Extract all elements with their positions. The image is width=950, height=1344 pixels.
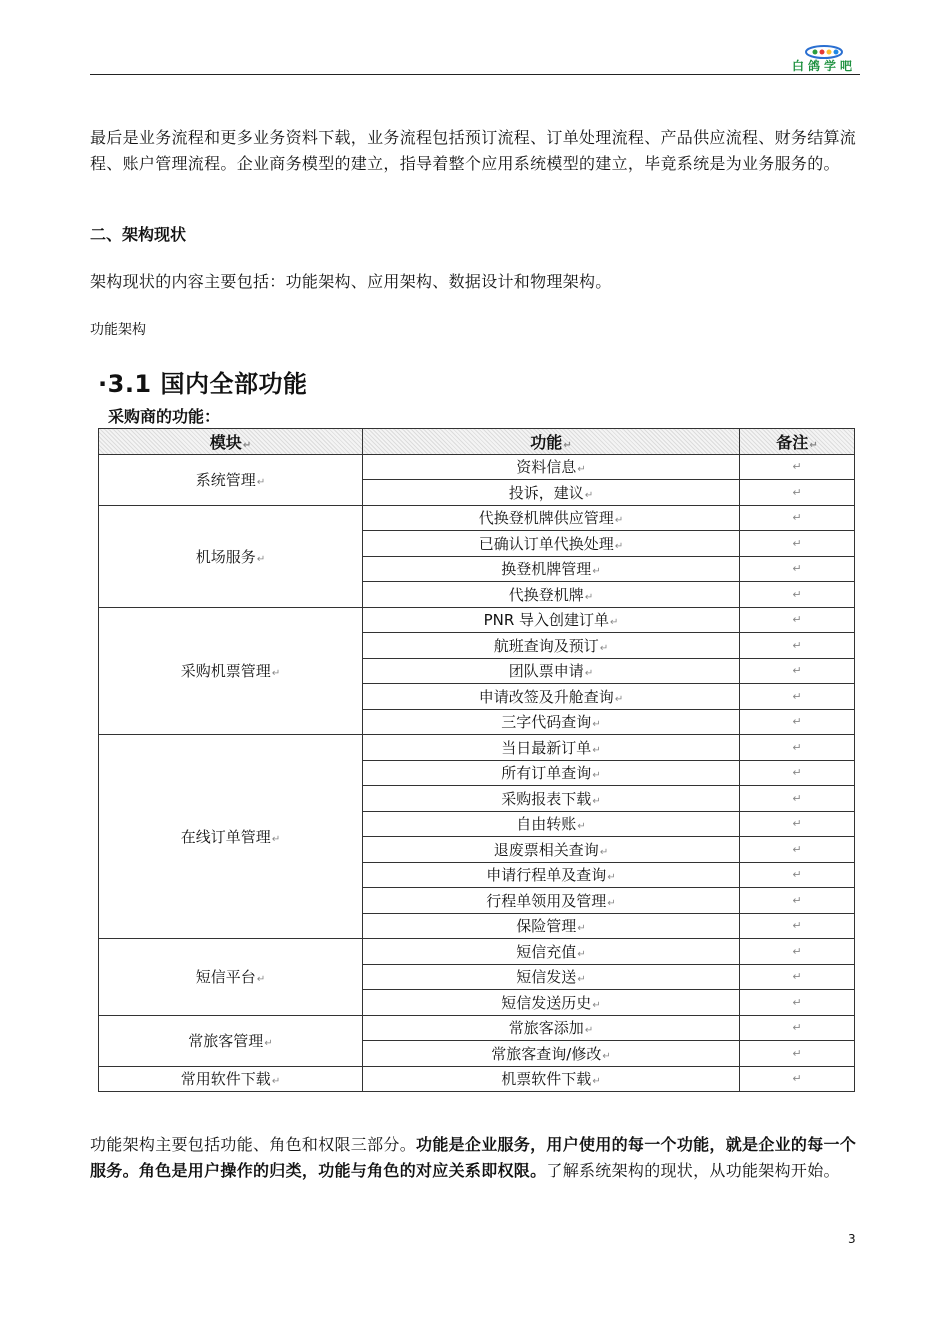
function-cell: PNR 导入创建订单↵ bbox=[363, 607, 740, 633]
note-cell: ↵ bbox=[740, 531, 855, 557]
function-cell: 退废票相关查询↵ bbox=[363, 837, 740, 863]
module-cell: 机场服务↵ bbox=[99, 505, 363, 607]
table-row bbox=[99, 505, 855, 531]
table-row bbox=[99, 454, 855, 480]
module-cell: 在线订单管理↵ bbox=[99, 735, 363, 939]
note-cell: ↵ bbox=[740, 480, 855, 506]
function-table bbox=[98, 428, 855, 1092]
logo-text: 白鸽学吧 bbox=[791, 59, 856, 73]
table-row bbox=[99, 1015, 855, 1041]
function-cell: 常旅客查询/修改↵ bbox=[363, 1041, 740, 1067]
table-row bbox=[99, 607, 855, 633]
note-cell: ↵ bbox=[740, 454, 855, 480]
header-module: 模块↵ bbox=[99, 429, 363, 455]
function-cell: 自由转账↵ bbox=[363, 811, 740, 837]
function-cell: 换登机牌管理↵ bbox=[363, 556, 740, 582]
module-cell: 采购机票管理↵ bbox=[99, 607, 363, 735]
function-architecture-figure bbox=[92, 354, 858, 1094]
note-cell: ↵ bbox=[740, 862, 855, 888]
note-cell: ↵ bbox=[740, 888, 855, 914]
function-cell: 短信充值↵ bbox=[363, 939, 740, 965]
note-cell: ↵ bbox=[740, 1041, 855, 1067]
table-row bbox=[99, 735, 855, 761]
note-cell: ↵ bbox=[740, 684, 855, 710]
figure-subtitle: 采购商的功能： bbox=[108, 407, 221, 426]
closing-part2-bold: 功能是企业服务，用户使用的每一个功能，就是企业的每一个服务。角色是用户操作的归类，功能与角色的对应关系即权限。 bbox=[90, 1135, 857, 1180]
function-cell: 代换登机牌供应管理↵ bbox=[363, 505, 740, 531]
function-cell: 团队票申请↵ bbox=[363, 658, 740, 684]
header-divider bbox=[90, 74, 860, 75]
function-cell: 已确认订单代换处理↵ bbox=[363, 531, 740, 557]
note-cell: ↵ bbox=[740, 990, 855, 1016]
function-cell: 申请改签及升舱查询↵ bbox=[363, 684, 740, 710]
note-cell: ↵ bbox=[740, 658, 855, 684]
function-cell: 保险管理↵ bbox=[363, 913, 740, 939]
note-cell: ↵ bbox=[740, 837, 855, 863]
note-cell: ↵ bbox=[740, 913, 855, 939]
note-cell: ↵ bbox=[740, 607, 855, 633]
function-cell: 航班查询及预订↵ bbox=[363, 633, 740, 659]
function-cell: 短信发送↵ bbox=[363, 964, 740, 990]
intro-paragraph: 最后是业务流程和更多业务资料下载，业务流程包括预订流程、订单处理流程、产品供应流程、财务结算流程、账户管理流程。企业商务模型的建立，指导着整个应用系统模型的建立，毕竟系统是为业务服务的。 bbox=[90, 128, 857, 173]
note-cell: ↵ bbox=[740, 811, 855, 837]
note-cell: ↵ bbox=[740, 1015, 855, 1041]
module-cell: 系统管理↵ bbox=[99, 454, 363, 505]
closing-part1: 功能架构主要包括功能、角色和权限三部分。 bbox=[90, 1135, 417, 1154]
closing-part3: 了解系统架构的现状，从功能架构开始。 bbox=[546, 1161, 840, 1180]
note-cell: ↵ bbox=[740, 709, 855, 735]
site-logo bbox=[786, 44, 862, 74]
figure-label: 功能架构 bbox=[90, 322, 146, 338]
note-cell: ↵ bbox=[740, 556, 855, 582]
section-heading: 二、架构现状 bbox=[90, 225, 187, 244]
table-row bbox=[99, 1066, 855, 1092]
page-number: 3 bbox=[848, 1232, 856, 1246]
module-cell: 短信平台↵ bbox=[99, 939, 363, 1016]
function-cell: 代换登机牌↵ bbox=[363, 582, 740, 608]
function-cell: 三字代码查询↵ bbox=[363, 709, 740, 735]
function-cell: 资料信息↵ bbox=[363, 454, 740, 480]
function-cell: 短信发送历史↵ bbox=[363, 990, 740, 1016]
note-cell: ↵ bbox=[740, 964, 855, 990]
note-cell: ↵ bbox=[740, 735, 855, 761]
module-cell: 常旅客管理↵ bbox=[99, 1015, 363, 1066]
note-cell: ↵ bbox=[740, 939, 855, 965]
table-row bbox=[99, 939, 855, 965]
table-header-row bbox=[99, 429, 855, 455]
function-cell: 常旅客添加↵ bbox=[363, 1015, 740, 1041]
note-cell: ↵ bbox=[740, 786, 855, 812]
function-cell: 投诉，建议↵ bbox=[363, 480, 740, 506]
function-cell: 当日最新订单↵ bbox=[363, 735, 740, 761]
header-note: 备注↵ bbox=[740, 429, 855, 455]
function-cell: 机票软件下载↵ bbox=[363, 1066, 740, 1092]
function-cell: 行程单领用及管理↵ bbox=[363, 888, 740, 914]
closing-paragraph bbox=[90, 1132, 860, 1184]
note-cell: ↵ bbox=[740, 505, 855, 531]
function-table-body bbox=[99, 454, 855, 1092]
note-cell: ↵ bbox=[740, 760, 855, 786]
module-cell: 常用软件下载↵ bbox=[99, 1066, 363, 1092]
function-cell: 申请行程单及查询↵ bbox=[363, 862, 740, 888]
section-intro: 架构现状的内容主要包括：功能架构、应用架构、数据设计和物理架构。 bbox=[90, 272, 612, 291]
header-function: 功能↵ bbox=[363, 429, 740, 455]
note-cell: ↵ bbox=[740, 582, 855, 608]
note-cell: ↵ bbox=[740, 633, 855, 659]
note-cell: ↵ bbox=[740, 1066, 855, 1092]
function-cell: 采购报表下载↵ bbox=[363, 786, 740, 812]
function-cell: 所有订单查询↵ bbox=[363, 760, 740, 786]
figure-title: ·3.1 国内全部功能 bbox=[98, 370, 308, 398]
